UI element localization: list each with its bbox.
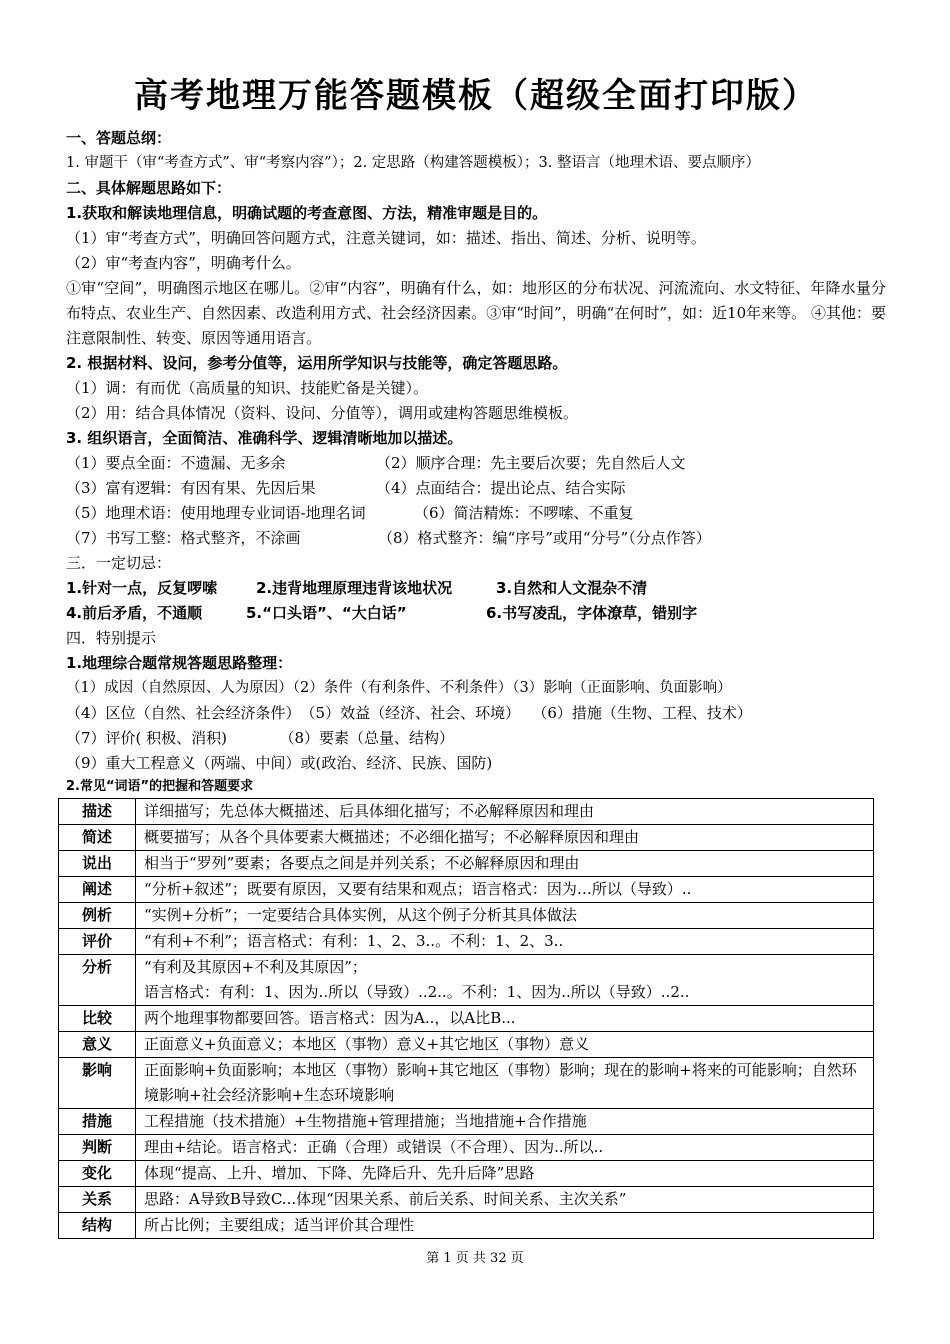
term-requirement-text: “有利及其原因+不利及其原因”； [144, 958, 367, 976]
section-4-line: （7）评价( 积极、消积) （8）要素（总量、结构） [66, 729, 455, 747]
section-4-point-2-heading: 2.常见“词语”的把握和答题要求 [66, 779, 254, 794]
term-requirement-text: 相当于“罗列”要素；各要点之间是并列关系；不必解释原因和理由 [144, 854, 580, 872]
term-requirement [136, 955, 874, 1006]
document-title: 高考地理万能答题模板（超级全面打印版） [134, 76, 818, 116]
table-row [59, 1213, 874, 1239]
terms-table [58, 798, 874, 1239]
point-3-item: （1）要点全面：不遗漏、无多余 [66, 454, 286, 472]
term-keyword: 说出 [59, 851, 136, 877]
term-requirement-text: 所占比例；主要组成；适当评价其合理性 [144, 1216, 415, 1234]
term-requirement [136, 1161, 874, 1187]
section-3-heading: 三．一定切忌： [66, 554, 172, 572]
point-3-item: （5）地理术语：使用地理专业词语-地理名词 [66, 504, 366, 522]
term-requirement-text: “分析+叙述”；既要有原因，又要有结果和观点；语言格式：因为…所以（导致）.. [144, 880, 692, 898]
document-page [66, 72, 886, 1239]
point-2-item-b: （2）用：结合具体情况（资料、设问、分值等），调用或建构答题思维模板。 [66, 404, 579, 422]
term-requirement-text: 理由+结论。语言格式：正确（合理）或错误（不合理）、因为..所以.. [144, 1138, 604, 1156]
term-requirement [136, 929, 874, 955]
term-requirement-text: 详细描写；先总体大概描述、后具体细化描写；不必解释原因和理由 [144, 802, 595, 820]
taboo-item: 5.“口头语”、“大白话” [246, 604, 407, 622]
point-3-row [66, 476, 886, 501]
point-1-heading: 1.获取和解读地理信息，明确试题的考查意图、方法，精准审题是目的。 [66, 204, 548, 222]
term-keyword: 意义 [59, 1032, 136, 1058]
term-keyword: 结构 [59, 1213, 136, 1239]
taboo-item: 4.前后矛盾，不通顺 [66, 604, 203, 622]
term-requirement [136, 825, 874, 851]
table-row [59, 877, 874, 903]
table-row [59, 1187, 874, 1213]
point-3-list [66, 451, 886, 551]
term-requirement [136, 851, 874, 877]
term-requirement-text: 工程措施（技术措施）+生物措施+管理措施；当地措施+合作措施 [144, 1112, 587, 1130]
term-keyword: 判断 [59, 1135, 136, 1161]
term-requirement [136, 1006, 874, 1032]
term-keyword: 分析 [59, 955, 136, 1006]
point-3-row [66, 501, 886, 526]
taboo-row-2 [66, 601, 886, 626]
term-keyword: 影响 [59, 1058, 136, 1109]
term-requirement-text: 体现“提高、上升、增加、下降、先降后升、先升后降”思路 [144, 1164, 535, 1182]
page-footer: 第 1 页 共 32 页 [426, 1251, 524, 1266]
term-keyword: 比较 [59, 1006, 136, 1032]
table-row [59, 1058, 874, 1109]
point-3-item: （3）富有逻辑：有因有果、先因后果 [66, 479, 316, 497]
term-requirement-text: 正面影响+负面影响；本地区（事物）影响+其它地区（事物）影响；现在的影响+将来的可能影响；自然环境影响+社会经济影响+生态环境影响 [144, 1061, 857, 1104]
point-2-item-a: （1）调：有而优（高质量的知识、技能贮备是关键）。 [66, 379, 429, 397]
section-1-heading: 一、答题总纲： [66, 129, 172, 147]
table-row [59, 929, 874, 955]
term-requirement-text: “实例+分析”；一定要结合具体实例，从这个例子分析其具体做法 [144, 906, 577, 924]
point-3-item: （2）顺序合理：先主要后次要；先自然后人文 [376, 454, 686, 472]
taboo-item: 2.违背地理原理违背该地状况 [256, 579, 453, 597]
section-4-heading: 四．特别提示 [66, 629, 157, 647]
term-requirement-text: “有利+不利”；语言格式：有利：1、2、3..。不利：1、2、3.. [144, 932, 564, 950]
term-requirement-text: 两个地理事物都要回答。语言格式：因为A..，以A比B... [144, 1009, 516, 1027]
point-3-item: （6）简洁精炼：不啰嗦、不重复 [414, 504, 634, 522]
point-3-row [66, 526, 886, 551]
table-row [59, 1109, 874, 1135]
section-4-point-1-heading: 1.地理综合题常规答题思路整理： [66, 654, 293, 672]
section-2-heading: 二、具体解题思路如下： [66, 179, 232, 197]
term-requirement [136, 1058, 874, 1109]
term-requirement [136, 1109, 874, 1135]
term-requirement [136, 903, 874, 929]
term-keyword: 阐述 [59, 877, 136, 903]
term-requirement [136, 1213, 874, 1239]
table-row [59, 1135, 874, 1161]
term-requirement [136, 877, 874, 903]
table-row [59, 825, 874, 851]
table-row [59, 1161, 874, 1187]
term-requirement [136, 1187, 874, 1213]
taboo-item: 6.书写凌乱，字体潦草，错别字 [486, 604, 698, 622]
point-3-item: （4）点面结合：提出论点、结合实际 [376, 479, 626, 497]
table-row [59, 799, 874, 825]
table-row [59, 1032, 874, 1058]
taboo-item: 3.自然和人文混杂不清 [496, 579, 648, 597]
taboo-row-1 [66, 576, 886, 601]
point-1-item-c: ①审“空间”，明确图示地区在哪儿。②审“内容”，明确有什么，如：地形区的分布状况、河流流向、水文特征、年降水量分布特点、农业生产、自然因素、改造利用方式、社会经济因素。③审“时间”，明确“在何时”，如：近10年来等。 ④其他：要注意限制性、转变、原因等通用语言。 [66, 279, 886, 347]
section-1-text: 1. 审题干（审“考查方式”、审“考察内容”）；2. 定思路（构建答题模板）；3. 整语言（地理术语、要点顺序） [66, 155, 760, 171]
section-4-line: （1）成因（自然原因、人为原因）（2）条件（有利条件、不利条件）（3）影响（正面影响、负面影响） [66, 680, 732, 696]
table-row [59, 903, 874, 929]
point-1-item-a: （1）审“考查方式”，明确回答问题方式，注意关键词，如：描述、指出、简述、分析、说明等。 [66, 229, 706, 247]
section-4-line: （4）区位（自然、社会经济条件） （5）效益（经济、社会、环境） （6）措施（生物、工程、技术） [66, 704, 752, 722]
term-keyword: 关系 [59, 1187, 136, 1213]
term-keyword: 措施 [59, 1109, 136, 1135]
term-keyword: 评价 [59, 929, 136, 955]
term-keyword: 例析 [59, 903, 136, 929]
table-row [59, 851, 874, 877]
section-4-line: （9）重大工程意义（两端、中间）或(政治、经济、民族、国防) [66, 754, 493, 772]
term-requirement-text: 语言格式：有利：1、因为..所以（导致）..2..。不利：1、因为..所以（导致）..2.. [144, 983, 690, 1001]
term-keyword: 简述 [59, 825, 136, 851]
term-requirement [136, 1032, 874, 1058]
term-keyword: 描述 [59, 799, 136, 825]
point-3-item: （8）格式整齐：编“序号”或用“分号”（分点作答） [378, 529, 711, 547]
point-3-item: （7）书写工整：格式整齐，不涂画 [66, 529, 301, 547]
table-row [59, 1006, 874, 1032]
term-requirement-text: 概要描写；从各个具体要素大概描述；不必细化描写；不必解释原因和理由 [144, 828, 640, 846]
term-keyword: 变化 [59, 1161, 136, 1187]
term-requirement-text: 正面意义+负面意义；本地区（事物）意义+其它地区（事物）意义 [144, 1035, 590, 1053]
table-row [59, 955, 874, 1006]
point-2-heading: 2. 根据材料、设问，参考分值等，运用所学知识与技能等，确定答题思路。 [66, 354, 568, 372]
point-1-item-b: （2）审“考查内容”，明确考什么。 [66, 254, 301, 272]
point-3-row [66, 451, 886, 476]
taboo-item: 1.针对一点，反复啰嗦 [66, 579, 218, 597]
term-requirement-text: 思路：A导致B导致C...体现“因果关系、前后关系、时间关系、主次关系” [144, 1190, 627, 1208]
term-requirement [136, 1135, 874, 1161]
point-3-heading: 3. 组织语言，全面简洁、准确科学、逻辑清晰地加以描述。 [66, 429, 463, 447]
term-requirement [136, 799, 874, 825]
